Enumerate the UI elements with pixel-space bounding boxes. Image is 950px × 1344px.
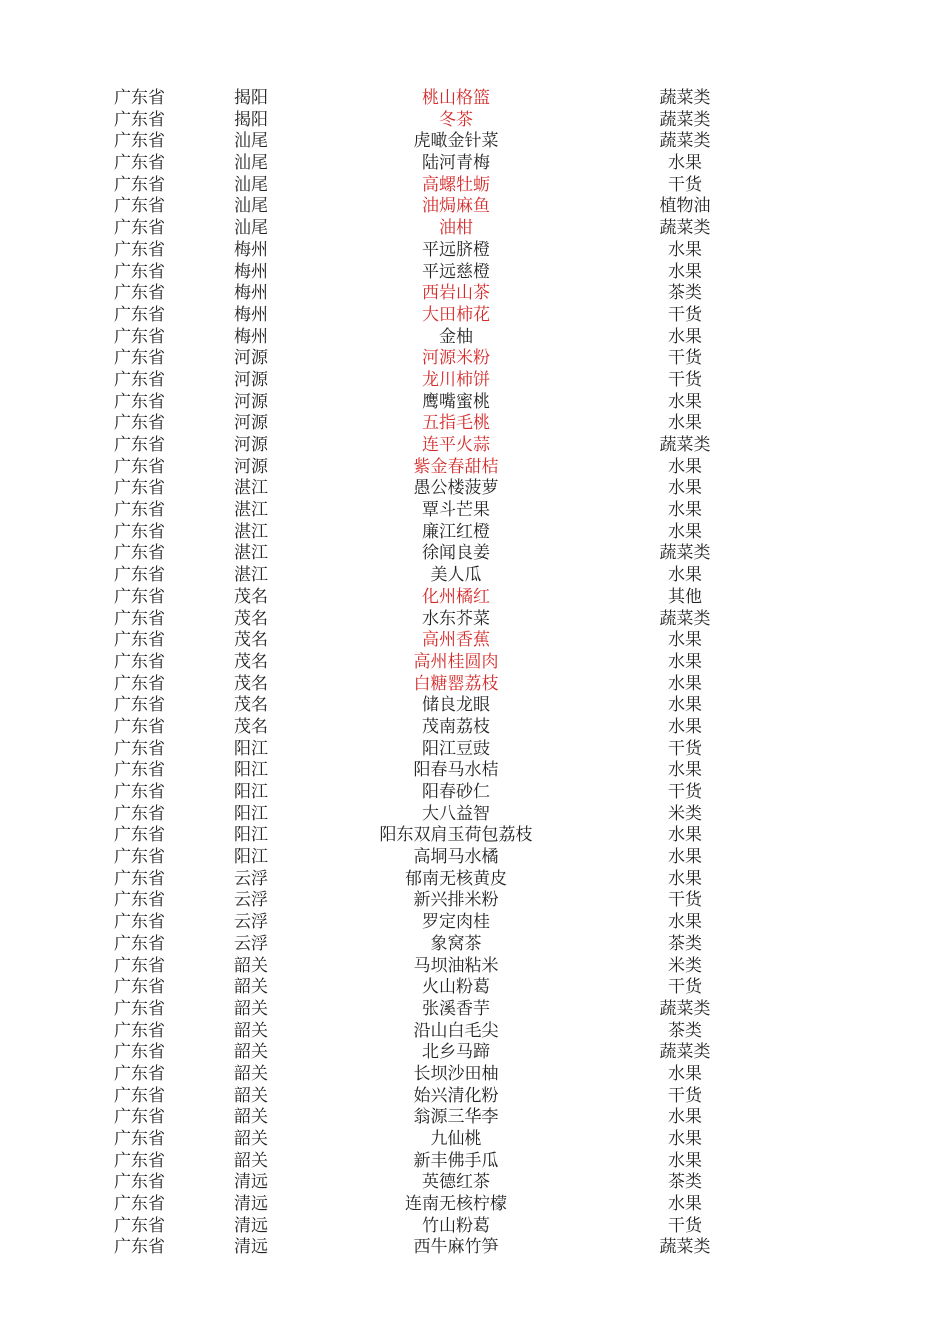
city-cell: 汕尾 [234,153,268,174]
product-cell: 阳春砂仁 [422,782,490,802]
category-cell: 蔬菜类 [659,435,711,455]
product-cell: 连平火蒜 [422,435,490,455]
city-cell: 梅州 [234,304,268,325]
product-cell: 翁源三华李 [413,1107,499,1128]
city-cell: 茂名 [234,651,268,672]
city-cell: 阳江 [234,825,268,846]
table-row [0,1086,950,1108]
city-cell: 阳江 [234,760,268,781]
province-cell: 广东省 [114,912,165,933]
table-row [0,912,950,934]
table-row [0,131,950,153]
product-cell: 九仙桃 [430,1129,482,1149]
city-cell: 河源 [234,435,268,455]
product-cell: 鹰嘴蜜桃 [422,391,490,412]
city-cell: 梅州 [234,261,268,282]
province-cell: 广东省 [114,1042,165,1063]
table-row [0,522,950,544]
city-cell: 阳江 [234,738,268,759]
province-cell: 广东省 [114,174,165,195]
product-cell: 长坝沙田柚 [413,1063,499,1084]
category-cell: 水果 [668,500,702,521]
province-cell: 广东省 [114,760,165,781]
category-cell: 米类 [668,803,702,824]
product-cell: 高螺牡蛎 [422,174,490,195]
province-cell: 广东省 [114,109,165,130]
province-cell: 广东省 [114,261,165,282]
table-row [0,760,950,782]
city-cell: 阳江 [234,782,268,802]
province-cell: 广东省 [114,478,165,499]
product-cell: 北乡马蹄 [422,1042,490,1063]
province-cell: 广东省 [114,1085,165,1106]
city-cell: 茂名 [234,608,268,629]
table-row [0,1021,950,1043]
product-cell: 白糖罂荔枝 [413,673,499,694]
category-cell: 蔬菜类 [659,1042,711,1063]
table-row [0,695,950,717]
product-cell: 西岩山茶 [422,283,490,304]
province-cell: 广东省 [114,456,165,477]
province-cell: 广东省 [114,998,165,1019]
province-cell: 广东省 [114,153,165,174]
product-cell: 水东芥菜 [422,608,490,629]
city-cell: 湛江 [234,478,268,499]
province-cell: 广东省 [114,608,165,629]
category-cell: 水果 [668,912,702,933]
city-cell: 河源 [234,391,268,412]
table-row [0,565,950,587]
category-cell: 蔬菜类 [659,88,711,108]
province-cell: 广东省 [114,1107,165,1128]
city-cell: 韶关 [234,1129,268,1149]
city-cell: 云浮 [234,933,268,954]
table-row [0,196,950,218]
table-row [0,609,950,631]
product-cell: 化州橘红 [422,586,490,607]
product-cell: 沿山白毛尖 [413,1020,499,1041]
table-row [0,804,950,826]
province-cell: 广东省 [114,1020,165,1041]
table-row [0,543,950,565]
province-cell: 广东省 [114,1194,165,1215]
city-cell: 云浮 [234,890,268,911]
table-row [0,587,950,609]
category-cell: 干货 [668,890,702,911]
city-cell: 茂名 [234,716,268,737]
table-row [0,1042,950,1064]
category-cell: 水果 [668,565,702,586]
province-cell: 广东省 [114,651,165,672]
city-cell: 河源 [234,348,268,369]
product-cell: 连南无核柠檬 [405,1194,507,1215]
table-row [0,283,950,305]
province-cell: 广东省 [114,847,165,868]
category-cell: 水果 [668,1150,702,1171]
product-cell: 虎噉金针菜 [413,131,499,152]
category-cell: 干货 [668,304,702,325]
product-cell: 阳江豆豉 [422,738,490,759]
city-cell: 云浮 [234,912,268,933]
table-row [0,392,950,414]
product-cell: 高垌马水橘 [413,847,499,868]
province-cell: 广东省 [114,1215,165,1236]
province-cell: 广东省 [114,803,165,824]
category-cell: 蔬菜类 [659,109,711,130]
city-cell: 汕尾 [234,218,268,239]
table-row [0,175,950,197]
province-cell: 广东省 [114,1129,165,1149]
product-cell: 覃斗芒果 [422,500,490,521]
table-row [0,739,950,761]
table-row [0,1129,950,1151]
category-cell: 水果 [668,1107,702,1128]
category-cell: 茶类 [668,1020,702,1041]
product-cell: 平远脐橙 [422,239,490,260]
product-cell: 西牛麻竹笋 [413,1237,499,1258]
table-row [0,869,950,891]
city-cell: 韶关 [234,955,268,976]
city-cell: 揭阳 [234,88,268,108]
city-cell: 清远 [234,1237,268,1258]
city-cell: 清远 [234,1172,268,1193]
city-cell: 梅州 [234,283,268,304]
city-cell: 河源 [234,369,268,390]
product-cell: 高州香蕉 [422,630,490,651]
product-cell: 陆河青梅 [422,153,490,174]
category-cell: 米类 [668,955,702,976]
category-cell: 水果 [668,673,702,694]
table-row [0,110,950,132]
city-cell: 湛江 [234,543,268,564]
category-cell: 水果 [668,868,702,889]
product-cell: 紫金春甜桔 [413,456,499,477]
category-cell: 水果 [668,391,702,412]
province-cell: 广东省 [114,933,165,954]
province-cell: 广东省 [114,565,165,586]
category-cell: 水果 [668,847,702,868]
category-cell: 水果 [668,716,702,737]
category-cell: 水果 [668,239,702,260]
category-cell: 水果 [668,478,702,499]
product-cell: 茂南荔枝 [422,716,490,737]
category-cell: 蔬菜类 [659,1237,711,1258]
table-row [0,262,950,284]
province-cell: 广东省 [114,890,165,911]
province-cell: 广东省 [114,825,165,846]
category-cell: 干货 [668,348,702,369]
province-cell: 广东省 [114,868,165,889]
city-cell: 阳江 [234,803,268,824]
product-cell: 马坝油粘米 [413,955,499,976]
category-cell: 水果 [668,825,702,846]
product-cell: 高州桂圆肉 [413,651,499,672]
table-row [0,305,950,327]
category-cell: 干货 [668,782,702,802]
product-cell: 新兴排米粉 [413,890,499,911]
table-row [0,1151,950,1173]
category-cell: 蔬菜类 [659,218,711,239]
category-cell: 植物油 [659,196,711,217]
province-cell: 广东省 [114,304,165,325]
city-cell: 汕尾 [234,174,268,195]
table-row [0,500,950,522]
category-cell: 水果 [668,651,702,672]
table-row [0,652,950,674]
province-cell: 广东省 [114,239,165,260]
table-row [0,1107,950,1129]
table-row [0,218,950,240]
table-row [0,782,950,804]
province-cell: 广东省 [114,782,165,802]
city-cell: 河源 [234,413,268,434]
product-cell: 大田柿花 [422,304,490,325]
category-cell: 水果 [668,261,702,282]
product-cell: 象窝茶 [430,933,482,954]
province-cell: 广东省 [114,543,165,564]
table-row [0,1194,950,1216]
city-cell: 揭阳 [234,109,268,130]
city-cell: 韶关 [234,977,268,998]
table-row [0,327,950,349]
province-cell: 广东省 [114,955,165,976]
category-cell: 干货 [668,738,702,759]
product-cell: 罗定肉桂 [422,912,490,933]
table-row [0,1172,950,1194]
province-cell: 广东省 [114,521,165,542]
table-row [0,956,950,978]
table-row [0,240,950,262]
city-cell: 韶关 [234,1150,268,1171]
province-cell: 广东省 [114,1063,165,1084]
category-cell: 水果 [668,695,702,716]
province-cell: 广东省 [114,413,165,434]
city-cell: 梅州 [234,239,268,260]
city-cell: 湛江 [234,565,268,586]
category-cell: 蔬菜类 [659,131,711,152]
city-cell: 韶关 [234,1063,268,1084]
product-cell: 竹山粉葛 [422,1215,490,1236]
table-row [0,457,950,479]
province-cell: 广东省 [114,196,165,217]
category-cell: 蔬菜类 [659,543,711,564]
province-cell: 广东省 [114,977,165,998]
city-cell: 湛江 [234,521,268,542]
city-cell: 汕尾 [234,131,268,152]
product-cell: 新丰佛手瓜 [413,1150,499,1171]
product-cell: 冬茶 [439,109,473,130]
table-row [0,1237,950,1259]
city-cell: 韶关 [234,1085,268,1106]
province-cell: 广东省 [114,673,165,694]
province-cell: 广东省 [114,500,165,521]
city-cell: 汕尾 [234,196,268,217]
table-row [0,1064,950,1086]
category-cell: 水果 [668,413,702,434]
table-row [0,370,950,392]
province-cell: 广东省 [114,391,165,412]
city-cell: 清远 [234,1215,268,1236]
province-cell: 广东省 [114,586,165,607]
product-cell: 大八益智 [422,803,490,824]
product-cell: 愚公楼菠萝 [413,478,499,499]
category-cell: 干货 [668,977,702,998]
province-cell: 广东省 [114,326,165,347]
table-row [0,825,950,847]
category-cell: 水果 [668,326,702,347]
category-cell: 其他 [668,586,702,607]
product-cell: 储良龙眼 [422,695,490,716]
table-row [0,478,950,500]
product-cell: 英德红茶 [422,1172,490,1193]
table-row [0,348,950,370]
product-cell: 阳春马水桔 [413,760,499,781]
table-row [0,413,950,435]
city-cell: 韶关 [234,1020,268,1041]
province-cell: 广东省 [114,695,165,716]
city-cell: 茂名 [234,630,268,651]
product-cell: 始兴清化粉 [413,1085,499,1106]
table-row [0,674,950,696]
province-cell: 广东省 [114,1172,165,1193]
city-cell: 韶关 [234,1042,268,1063]
province-cell: 广东省 [114,630,165,651]
category-cell: 干货 [668,1215,702,1236]
product-cell: 河源米粉 [422,348,490,369]
category-cell: 水果 [668,456,702,477]
category-cell: 蔬菜类 [659,998,711,1019]
table-row [0,88,950,110]
city-cell: 茂名 [234,695,268,716]
category-cell: 干货 [668,174,702,195]
product-cell: 美人瓜 [430,565,482,586]
province-cell: 广东省 [114,131,165,152]
province-cell: 广东省 [114,1150,165,1171]
category-cell: 水果 [668,153,702,174]
category-cell: 蔬菜类 [659,608,711,629]
province-cell: 广东省 [114,369,165,390]
city-cell: 河源 [234,456,268,477]
product-cell: 龙川柿饼 [422,369,490,390]
category-cell: 水果 [668,760,702,781]
table-row [0,934,950,956]
province-cell: 广东省 [114,716,165,737]
province-cell: 广东省 [114,88,165,108]
product-cell: 油焗麻鱼 [422,196,490,217]
table-row [0,977,950,999]
table-row [0,999,950,1021]
table-row [0,435,950,457]
province-cell: 广东省 [114,218,165,239]
city-cell: 韶关 [234,998,268,1019]
category-cell: 水果 [668,521,702,542]
city-cell: 云浮 [234,868,268,889]
product-cell: 油柑 [439,218,473,239]
product-cell: 五指毛桃 [422,413,490,434]
city-cell: 梅州 [234,326,268,347]
city-cell: 茂名 [234,673,268,694]
product-cell: 火山粉葛 [422,977,490,998]
city-cell: 茂名 [234,586,268,607]
category-cell: 水果 [668,630,702,651]
product-cell: 张溪香芋 [422,998,490,1019]
province-cell: 广东省 [114,738,165,759]
category-cell: 水果 [668,1194,702,1215]
category-cell: 茶类 [668,1172,702,1193]
table-row [0,153,950,175]
table-row [0,890,950,912]
province-cell: 广东省 [114,435,165,455]
product-cell: 廉江红橙 [422,521,490,542]
product-cell: 徐闻良姜 [422,543,490,564]
category-cell: 干货 [668,369,702,390]
city-cell: 清远 [234,1194,268,1215]
product-cell: 阳东双肩玉荷包荔枝 [379,825,533,846]
product-cell: 郁南无核黄皮 [405,868,507,889]
product-cell: 桃山格篮 [422,88,490,108]
category-cell: 茶类 [668,933,702,954]
table-row [0,717,950,739]
category-cell: 水果 [668,1063,702,1084]
province-cell: 广东省 [114,348,165,369]
spreadsheet-table [0,88,950,1259]
table-row [0,1216,950,1238]
table-row [0,630,950,652]
table-row [0,847,950,869]
category-cell: 干货 [668,1085,702,1106]
product-cell: 金柚 [439,326,473,347]
province-cell: 广东省 [114,283,165,304]
category-cell: 水果 [668,1129,702,1149]
province-cell: 广东省 [114,1237,165,1258]
city-cell: 湛江 [234,500,268,521]
city-cell: 阳江 [234,847,268,868]
product-cell: 平远慈橙 [422,261,490,282]
city-cell: 韶关 [234,1107,268,1128]
category-cell: 茶类 [668,283,702,304]
